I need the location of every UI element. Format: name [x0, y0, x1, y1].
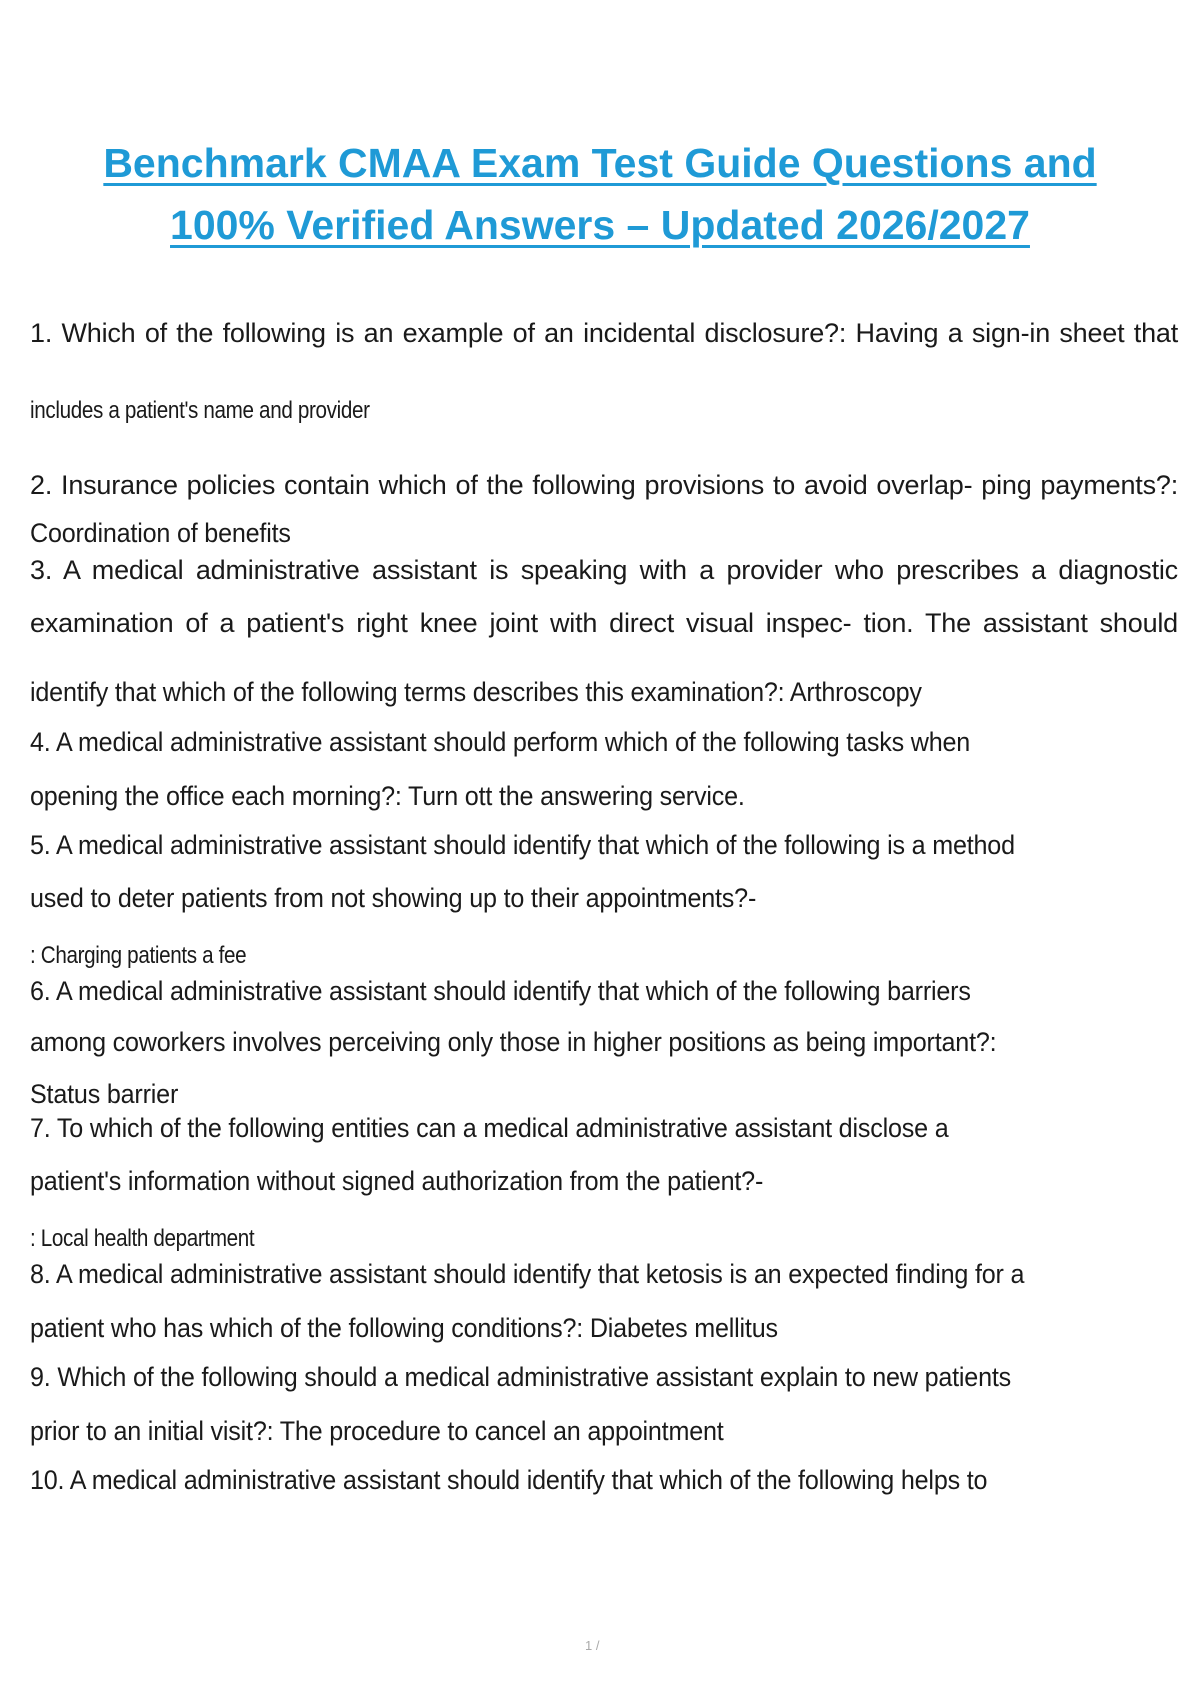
question-5-answer: : Charging patients a fee	[30, 942, 247, 969]
question-7-line-2: patient's information without signed authorization from the patient?-	[30, 1166, 764, 1196]
question-8-line-1: 8. A medical administrative assistant should identify that ketosis is an expected finding for a	[30, 1259, 1025, 1289]
question-9-answer: prior to an initial visit?: The procedure to cancel an appointment	[30, 1416, 724, 1446]
question-3-answer: identify that which of the following terms describes this examination?: Arthroscopy	[30, 677, 922, 707]
question-6-line-2: among coworkers involves perceiving only those in higher positions as being important?:	[30, 1027, 997, 1057]
question-4-line-1: 4. A medical administrative assistant should perform which of the following tasks when	[30, 727, 971, 757]
question-4-answer: opening the office each morning?: Turn ott the answering service.	[30, 781, 745, 811]
question-10-line-1: 10. A medical administrative assistant should identify that which of the following helps to	[30, 1465, 988, 1495]
question-5-line-2: used to deter patients from not showing up to their appointments?-	[30, 883, 757, 913]
question-9-line-1: 9. Which of the following should a medical administrative assistant explain to new patients	[30, 1362, 1012, 1392]
page-number: 1 /	[585, 1638, 600, 1653]
question-7-answer: : Local health department	[30, 1225, 255, 1252]
title-line-2: 100% Verified Answers – Updated 2026/2027	[170, 202, 1030, 248]
question-7-line-1: 7. To which of the following entities can a medical administrative assistant disclose a	[30, 1113, 949, 1143]
document-title	[0, 132, 1200, 256]
title-line-1: Benchmark CMAA Exam Test Guide Questions and	[103, 140, 1097, 186]
question-3-line-1: 3. A medical administrative assistant is speaking with a provider who prescribes a diagnostic	[30, 555, 1178, 585]
question-8-answer: patient who has which of the following conditions?: Diabetes mellitus	[30, 1313, 778, 1343]
question-1-answer: includes a patient's name and provider	[30, 397, 370, 424]
question-5-line-1: 5. A medical administrative assistant should identify that which of the following is a method	[30, 830, 1015, 860]
question-1-line-1: 1. Which of the following is an example of an incidental disclosure?: Having a sign-in sheet that	[30, 318, 1178, 348]
question-2-line-1: 2. Insurance policies contain which of the following provisions to avoid overlap- ping payments?:	[30, 470, 1178, 500]
question-6-line-1: 6. A medical administrative assistant should identify that which of the following barriers	[30, 976, 971, 1006]
question-2-answer: Coordination of benefits	[30, 518, 291, 548]
question-6-answer: Status barrier	[30, 1079, 179, 1109]
question-3-line-2: examination of a patient's right knee joint with direct visual inspec- tion. The assistant should	[30, 608, 1178, 638]
